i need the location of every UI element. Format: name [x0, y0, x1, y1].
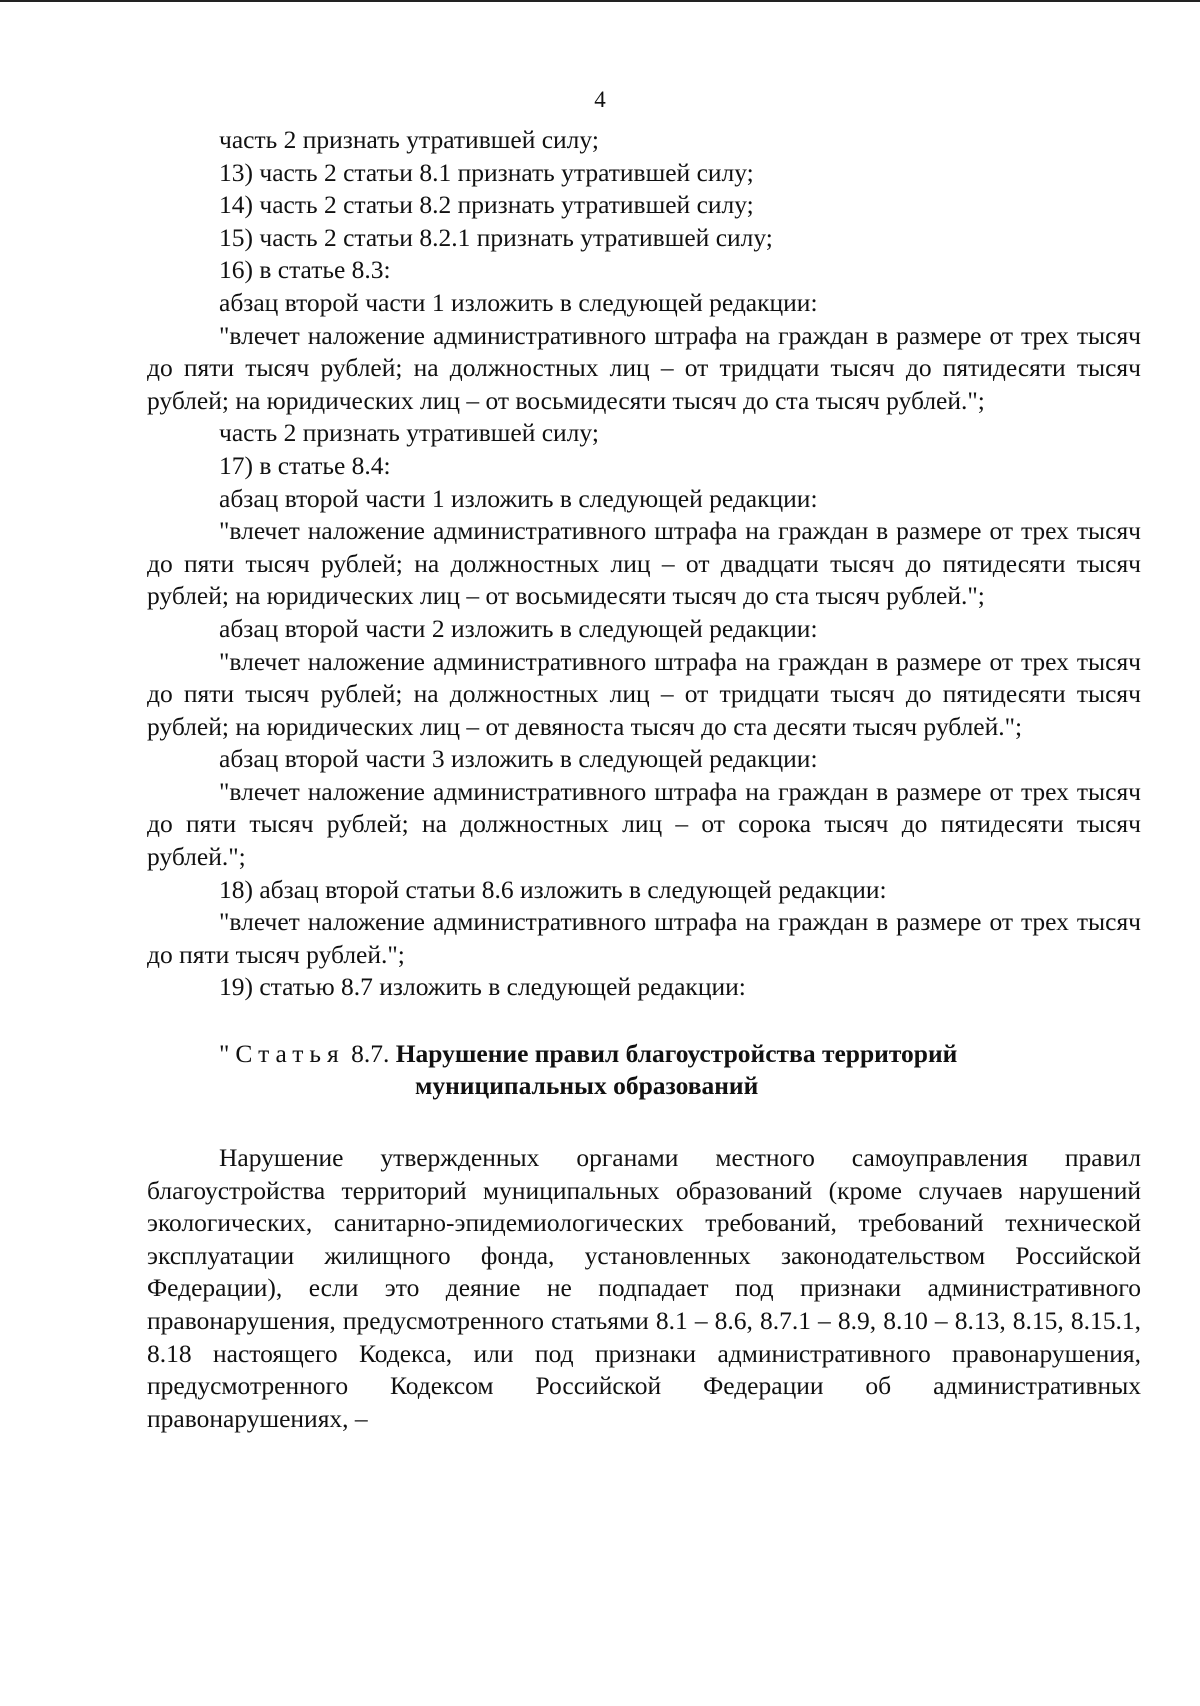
scan-top-edge	[0, 0, 1200, 2]
quoted-paragraph: "влечет наложение административного штрафа на граждан в размере от трех тысяч до пяти тысяч рублей; на должностных лиц – от тридцати тысяч до пятидесяти тысяч рублей; на юридических лиц – от девяноста тысяч до ста десяти тысяч рублей.";	[147, 646, 1141, 741]
article-number: 8.7.	[351, 1039, 390, 1069]
article-title-line2: муниципальных образований	[415, 1071, 759, 1101]
paragraph: 16) в статье 8.3:	[219, 255, 391, 285]
quoted-paragraph: "влечет наложение административного штрафа на граждан в размере от трех тысяч до пяти тысяч рублей; на должностных лиц – от сорока тысяч до пятидесяти тысяч рублей.";	[147, 776, 1141, 872]
article-label: "Статья	[219, 1039, 345, 1069]
document-body	[147, 124, 1141, 1435]
paragraph: абзац второй части 1 изложить в следующей редакции:	[219, 287, 818, 317]
paragraph: 15) часть 2 статьи 8.2.1 признать утратившей силу;	[219, 222, 773, 252]
quoted-paragraph: "влечет наложение административного штрафа на граждан в размере от трех тысяч до пяти тысяч рублей.";	[147, 907, 1141, 969]
paragraph: часть 2 признать утратившей силу;	[219, 418, 599, 448]
paragraph: абзац второй части 2 изложить в следующей редакции:	[219, 613, 818, 643]
paragraph: 13) часть 2 статьи 8.1 признать утратившей силу;	[219, 157, 754, 187]
quoted-paragraph: "влечет наложение административного штрафа на граждан в размере от трех тысяч до пяти тысяч рублей; на должностных лиц – от двадцати тысяч до пятидесяти тысяч рублей; на юридических лиц – от восьмидесяти тысяч до ста тысяч рублей.";	[147, 516, 1141, 611]
article-text-paragraph: Нарушение утвержденных органами местного самоуправления правил благоустройства территорий муниципальных образований (кроме случаев нарушений экологических, санитарно-эпидемиологических требований, требований технической эксплуатации жилищного фонда, установленных законодательством Российской Федерации), если это деяние не подпадает под признаки административного правонарушения, предусмотренного статьями 8.1 – 8.6, 8.7.1 – 8.9, 8.10 – 8.13, 8.15, 8.15.1, 8.18 настоящего Кодекса, или под признаки административного правонарушения, предусмотренного Кодексом Российской Федерации об административных правонарушениях, –	[147, 1143, 1141, 1433]
paragraph: абзац второй части 3 изложить в следующей редакции:	[219, 744, 818, 774]
paragraph: абзац второй части 1 изложить в следующей редакции:	[219, 483, 818, 513]
page-number: 4	[594, 87, 606, 112]
paragraph: часть 2 признать утратившей силу;	[219, 125, 599, 154]
paragraph: 18) абзац второй статьи 8.6 изложить в следующей редакции:	[219, 874, 887, 904]
quoted-paragraph: "влечет наложение административного штрафа на граждан в размере от трех тысяч до пяти тысяч рублей; на должностных лиц – от тридцати тысяч до пятидесяти тысяч рублей; на юридических лиц – от восьмидесяти тысяч до ста тысяч рублей.";	[147, 320, 1141, 415]
paragraph: 19) статью 8.7 изложить в следующей редакции:	[219, 972, 746, 1002]
paragraph: 14) часть 2 статьи 8.2 признать утратившей силу;	[219, 190, 754, 220]
paragraph: 17) в статье 8.4:	[219, 450, 391, 480]
article-heading	[147, 1038, 1141, 1102]
article-title-line1: Нарушение правил благоустройства территорий	[395, 1039, 958, 1069]
